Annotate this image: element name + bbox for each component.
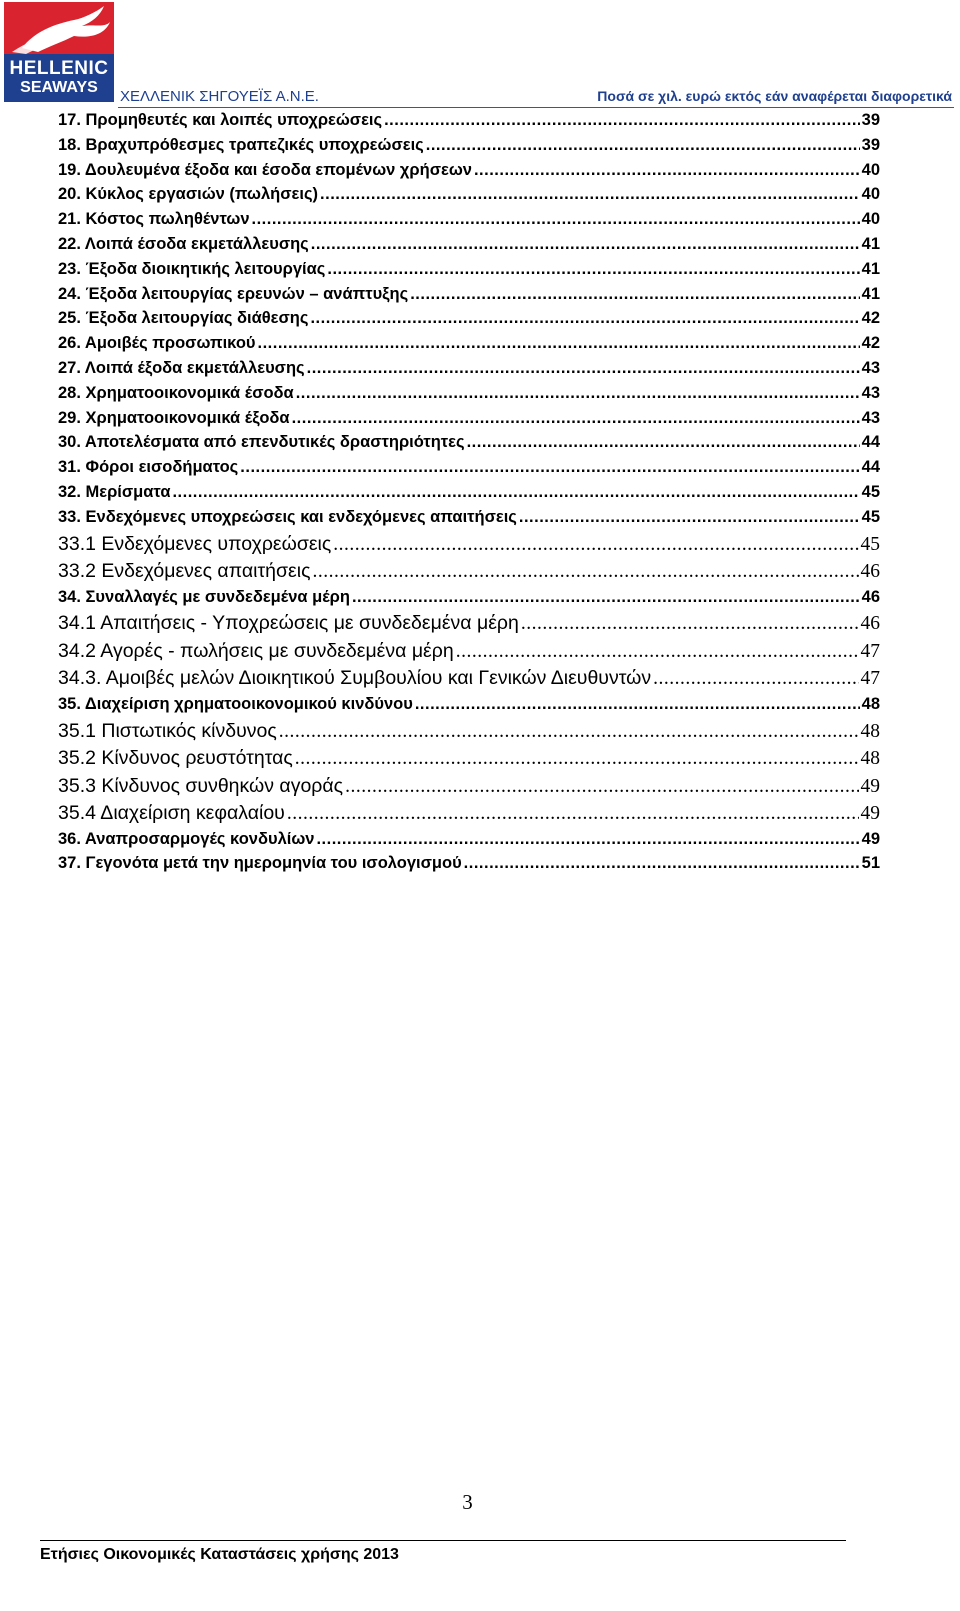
logo-text-seaways: SEAWAYS	[20, 79, 98, 96]
toc-entry-label: 35.1 Πιστωτικός κίνδυνος	[58, 719, 277, 742]
toc-dot-leader	[426, 136, 860, 155]
toc-dot-leader	[252, 210, 860, 229]
toc-entry-page: 40	[861, 210, 880, 229]
toc-entry-label: 17. Προμηθευτές και λοιπές υποχρεώσεις	[58, 111, 383, 129]
toc-entry-label: 33.1 Ενδεχόμενες υποχρεώσεις	[58, 532, 332, 555]
toc-entry[interactable]	[58, 560, 880, 588]
toc-entry-page: 40	[861, 185, 880, 204]
toc-entry[interactable]	[58, 854, 880, 879]
toc-entry[interactable]	[58, 136, 880, 161]
header-divider	[118, 107, 954, 108]
toc-entry-label: 25. Έξοδα λειτουργίας διάθεσης	[58, 309, 309, 328]
toc-entry-page: 45	[861, 507, 880, 526]
toc-entry-page: 49	[860, 775, 880, 797]
toc-entry-page: 48	[860, 720, 880, 742]
company-name: ΧΕΛΛΕΝΙΚ ΣΗΓΟΥΕΪΣ Α.Ν.Ε.	[120, 88, 319, 105]
toc-entry[interactable]	[58, 210, 880, 235]
table-of-contents	[58, 111, 880, 879]
toc-entry-label: 30. Αποτελέσματα από επενδυτικές δραστηριότητες	[58, 433, 465, 452]
toc-entry[interactable]	[58, 588, 880, 613]
toc-entry-page: 41	[861, 259, 880, 278]
toc-entry-label: 20. Κύκλος εργασιών (πωλήσεις)	[58, 185, 319, 204]
toc-entry[interactable]	[58, 695, 880, 720]
toc-dot-leader	[310, 309, 859, 328]
toc-dot-leader	[410, 285, 859, 304]
toc-entry-label: 22. Λοιπά έσοδα εκμετάλλευσης	[58, 234, 309, 253]
toc-entry-page: 41	[861, 284, 880, 303]
toc-dot-leader	[307, 359, 860, 378]
toc-entry-page: 51	[861, 854, 880, 873]
footer-divider	[40, 1540, 846, 1541]
toc-entry-label: 24. Έξοδα λειτουργίας ερευνών – ανάπτυξης	[58, 284, 409, 303]
toc-entry-label: 32. Μερίσματα	[58, 482, 171, 501]
toc-entry-page: 45	[861, 482, 880, 501]
toc-entry-label: 35. Διαχείριση χρηματοοικονομικού κινδύνου	[58, 694, 413, 713]
toc-entry[interactable]	[58, 640, 880, 668]
toc-entry-page: 46	[860, 561, 880, 583]
toc-entry-label: 19. Δουλευμένα έξοδα και έσοδα επομένων χρήσεων	[58, 160, 472, 179]
toc-dot-leader	[296, 384, 860, 403]
toc-entry[interactable]	[58, 747, 880, 775]
toc-entry[interactable]	[58, 830, 880, 855]
toc-entry-label: 31. Φόροι εισοδήματος	[58, 458, 239, 477]
toc-entry-page: 44	[861, 458, 880, 477]
toc-dot-leader	[287, 803, 859, 825]
toc-entry-page: 44	[861, 433, 880, 452]
toc-entry-label: 37. Γεγονότα μετά την ημερομηνία του ισολογισμού	[58, 854, 462, 873]
toc-entry-page: 41	[861, 234, 880, 253]
toc-entry[interactable]	[58, 433, 880, 458]
toc-entry-page: 47	[860, 668, 880, 690]
toc-entry[interactable]	[58, 384, 880, 409]
toc-entry[interactable]	[58, 359, 880, 384]
toc-entry[interactable]	[58, 111, 880, 136]
toc-entry[interactable]	[58, 802, 880, 830]
toc-entry-label: 34.1 Απαιτήσεις - Υποχρεώσεις με συνδεδεμένα μέρη	[58, 612, 519, 635]
toc-dot-leader	[258, 334, 860, 353]
toc-entry[interactable]	[58, 458, 880, 483]
toc-entry-page: 43	[861, 408, 880, 427]
toc-entry-label: 36. Αναπροσαρμογές κονδυλίων	[58, 829, 315, 848]
toc-entry-page: 47	[860, 640, 880, 662]
toc-entry-label: 21. Κόστος πωληθέντων	[58, 210, 250, 229]
toc-dot-leader	[292, 409, 860, 428]
toc-entry[interactable]	[58, 720, 880, 748]
toc-dot-leader	[653, 668, 858, 690]
toc-entry[interactable]	[58, 260, 880, 285]
toc-entry-label: 34.2 Αγορές - πωλήσεις με συνδεδεμένα μέρη	[58, 639, 454, 662]
toc-entry[interactable]	[58, 161, 880, 186]
toc-dot-leader	[345, 776, 858, 798]
toc-dot-leader	[352, 588, 860, 607]
toc-dot-leader	[327, 260, 859, 279]
toc-dot-leader	[474, 161, 860, 180]
toc-dot-leader	[521, 613, 859, 635]
toc-entry-page: 39	[861, 135, 880, 154]
toc-dot-leader	[467, 433, 860, 452]
toc-entry[interactable]	[58, 667, 880, 695]
toc-entry-label: 35.3 Κίνδυνος συνθηκών αγοράς	[58, 774, 344, 797]
page-number: 3	[462, 1490, 473, 1514]
toc-entry[interactable]	[58, 612, 880, 640]
toc-entry[interactable]	[58, 334, 880, 359]
toc-entry-label: 29. Χρηματοοικονομικά έξοδα	[58, 408, 290, 427]
toc-entry[interactable]	[58, 309, 880, 334]
logo-text-hellenic: HELLENIC	[9, 58, 109, 79]
toc-dot-leader	[240, 458, 859, 477]
toc-entry-page: 48	[861, 694, 880, 713]
toc-entry[interactable]	[58, 285, 880, 310]
toc-entry-page: 49	[861, 829, 880, 848]
toc-entry-label: 23. Έξοδα διοικητικής λειτουργίας	[58, 259, 326, 278]
toc-entry[interactable]	[58, 185, 880, 210]
toc-dot-leader	[312, 561, 858, 583]
toc-entry-page: 42	[861, 309, 880, 328]
toc-entry-label: 33.2 Ενδεχόμενες απαιτήσεις	[58, 560, 311, 583]
toc-dot-leader	[172, 483, 859, 502]
toc-entry-page: 46	[860, 613, 880, 635]
toc-entry[interactable]	[58, 533, 880, 561]
toc-dot-leader	[320, 185, 860, 204]
toc-dot-leader	[316, 830, 859, 849]
toc-entry-label: 27. Λοιπά έξοδα εκμετάλλευσης	[58, 358, 305, 377]
toc-dot-leader	[295, 748, 859, 770]
toc-entry-page: 43	[861, 383, 880, 402]
toc-entry-label: 35.4 Διαχείριση κεφαλαίου	[58, 802, 285, 825]
logo-horse-icon	[4, 2, 114, 54]
toc-entry-label: 18. Βραχυπρόθεσμες τραπεζικές υποχρεώσεις	[58, 135, 424, 154]
toc-entry-label: 34.3. Αμοιβές μελών Διοικητικού Συμβουλίου και Γενικών Διευθυντών	[58, 667, 652, 690]
toc-entry-page: 46	[861, 587, 880, 606]
toc-dot-leader	[311, 235, 860, 254]
toc-dot-leader	[456, 641, 859, 663]
toc-dot-leader	[279, 721, 859, 743]
toc-dot-leader	[384, 111, 860, 130]
toc-entry[interactable]	[58, 235, 880, 260]
toc-entry-label: 35.2 Κίνδυνος ρευστότητας	[58, 747, 293, 770]
toc-entry-label: 26. Αμοιβές προσωπικού	[58, 334, 256, 353]
footer-text: Ετήσιες Οικονομικές Καταστάσεις χρήσης 2013	[40, 1546, 399, 1563]
company-logo	[4, 2, 114, 102]
toc-dot-leader	[464, 854, 860, 873]
toc-entry-label: 33. Ενδεχόμενες υποχρεώσεις και ενδεχόμενες απαιτήσεις	[58, 507, 517, 526]
toc-entry[interactable]	[58, 508, 880, 533]
toc-entry-page: 40	[861, 160, 880, 179]
toc-entry-page: 49	[860, 803, 880, 825]
toc-entry-page: 43	[861, 358, 880, 377]
toc-entry-page: 48	[860, 748, 880, 770]
toc-entry-label: 34. Συναλλαγές με συνδεδεμένα μέρη	[58, 587, 350, 606]
toc-entry-page: 42	[861, 334, 880, 353]
toc-dot-leader	[333, 534, 858, 556]
currency-note: Ποσά σε χιλ. ευρώ εκτός εάν αναφέρεται διαφορετικά	[597, 88, 952, 104]
toc-entry-page: 45	[860, 533, 880, 555]
toc-dot-leader	[519, 508, 860, 527]
toc-entry[interactable]	[58, 775, 880, 803]
toc-entry[interactable]	[58, 409, 880, 434]
toc-entry-label: 28. Χρηματοοικονομικά έσοδα	[58, 383, 294, 402]
toc-entry[interactable]	[58, 483, 880, 508]
toc-dot-leader	[415, 695, 860, 714]
toc-entry-page: 39	[861, 111, 880, 129]
